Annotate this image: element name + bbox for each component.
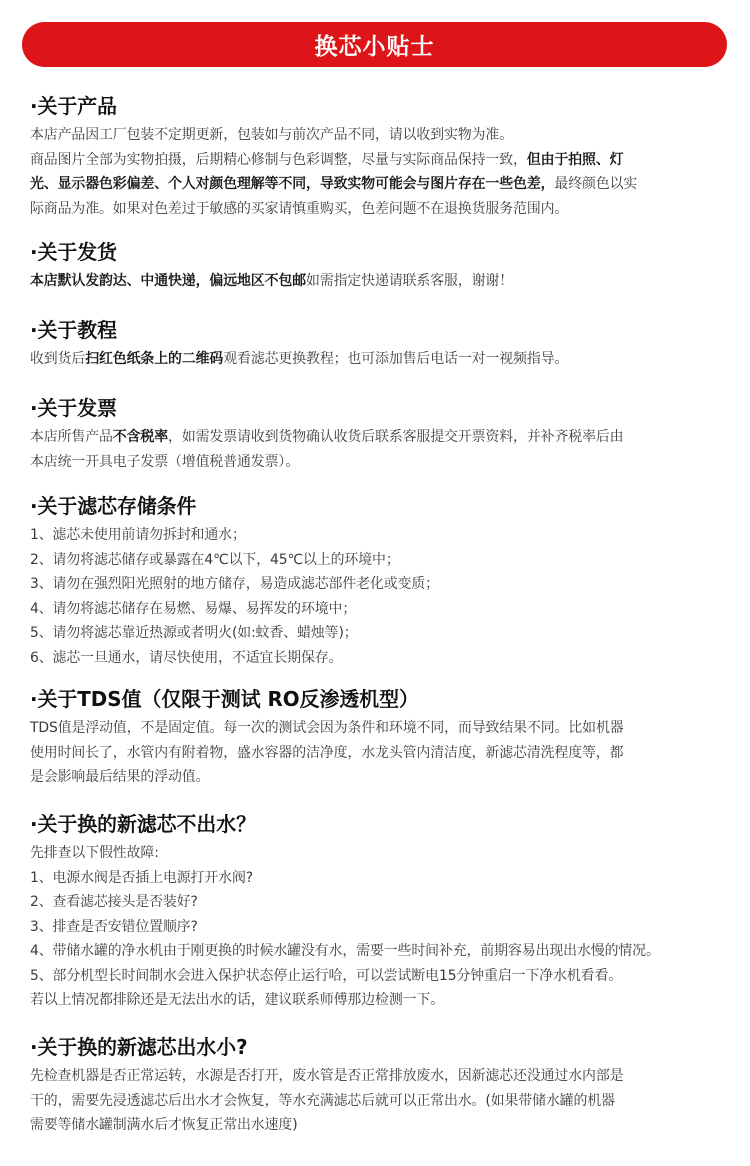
list-item: 5、部分机型长时间制水会进入保护状态停止运行哈，可以尝试断电15分钟重启一下净水机看看。 [30,967,623,984]
body-line [30,148,725,173]
bold-text: 扫红色纸条上的二维码 [85,351,224,367]
section-tutorial [30,316,730,372]
bold-text: 但由于拍照、灯 [526,151,624,168]
list-item: 6、滤芯一旦通水，请尽快使用，不适宜长期保存。 [30,649,343,666]
text-segment: 最终颜色以实 [554,176,638,192]
section-heading: ·关于教程 [30,318,117,342]
body-line: TDS值是浮动值，不是固定值。每一次的测试会因为条件和环境不同，而导致结果不同。比如机器 [30,720,624,736]
list-item: 5、请勿将滤芯靠近热源或者明火(如:蚊香、蜡烛等)； [30,625,358,641]
text-segment: 商品图片全部为实物拍摄，后期精心修制与色彩调整，尽量与实际商品保持一致， [30,151,527,168]
section-low-water [30,1033,730,1138]
body-line: 需要等储水罐制满水后才恢复正常出水速度) [30,1117,298,1133]
list-item: 4、带储水罐的净水机由于刚更换的时候水罐没有水，需要一些时间补充，前期容易出现出水慢的情况。 [30,943,660,959]
list-item: 2、查看滤芯接头是否装好? [30,894,198,910]
body-line: 若以上情况都排除还是无法出水的话，建议联系师傅那边检测一下。 [30,992,445,1008]
bold-text: 光、显示器色彩偏差、个人对颜色理解等不同，导致实物可能会与图片存在一些色差， [30,176,555,192]
body-line [30,269,725,294]
section-heading: ·关于滤芯存储条件 [30,494,197,518]
body-line: 际商品为准。如果对色差过于敏感的买家请慎重购买，色差问题不在退换货服务范围内。 [30,200,569,217]
list-item: 3、排查是否安错位置顺序? [30,918,198,935]
text-segment: 本店所售产品 [30,429,113,445]
section-heading: ·关于发票 [30,396,117,420]
list-item: 1、滤芯未使用前请勿拆封和通水； [30,527,246,543]
section-heading: ·关于换的新滤芯出水小? [30,1035,248,1059]
section-storage [30,492,730,670]
section-heading: ·关于换的新滤芯不出水？ [30,812,256,836]
section-heading: ·关于发货 [30,240,117,264]
section-shipping [30,238,730,294]
body-line: 先检查机器是否正常运转，水源是否打开，废水管是否正常排放废水，因新滤芯还没通过水内部是 [30,1068,624,1084]
body-line [30,347,725,372]
title-banner [22,22,727,67]
text-segment: 收到货后 [30,351,86,367]
body-line: 使用时间长了，水管内有附着物，盛水容器的洁净度，水龙头管内清洁度，新滤芯清洗程度等，都 [30,744,624,761]
banner-title: 换芯小贴士 [314,34,435,60]
bold-text: 不含税率 [112,429,169,445]
body-line: 是会影响最后结果的浮动值。 [30,769,210,785]
section-heading: ·关于TDS值（仅限于测试 RO反渗透机型） [30,687,419,711]
bold-text: 本店默认发韵达、中通快递，偏远地区不包邮 [30,273,307,289]
body-line: 本店统一开具电子发票（增值税普通发票）。 [30,453,300,470]
body-line: 干的，需要先浸透滤芯后出水才会恢复，等水充满滤芯后就可以正常出水。(如果带储水罐的机器 [30,1092,615,1109]
section-no-water [30,810,730,1013]
section-tds [30,685,730,790]
list-item: 4、请勿将滤芯储存在易燃、易爆、易挥发的环境中； [30,600,357,617]
text-segment: 如需指定快递请联系客服，谢谢！ [306,273,514,289]
section-product [30,92,730,221]
text-segment: 观看滤芯更换教程；也可添加售后电话一对一视频指导。 [223,351,569,367]
body-line [30,172,725,197]
list-item: 1、电源水阀是否插上电源打开水阀? [30,869,254,886]
body-line: 先排查以下假性故障: [30,845,159,861]
body-line [30,425,725,450]
section-invoice [30,394,730,474]
list-item: 2、请勿将滤芯储存或暴露在4℃以下，45℃以上的环境中； [30,551,400,568]
list-item: 3、请勿在强烈阳光照射的地方储存，易造成滤芯部件老化或变质； [30,576,439,592]
body-line: 本店产品因工厂包装不定期更新，包装如与前次产品不同，请以收到实物为准。 [30,127,514,143]
section-heading: ·关于产品 [30,94,117,118]
text-segment: ，如需发票请收到货物确认收货后联系客服提交开票资料，并补齐税率后由 [168,429,624,445]
